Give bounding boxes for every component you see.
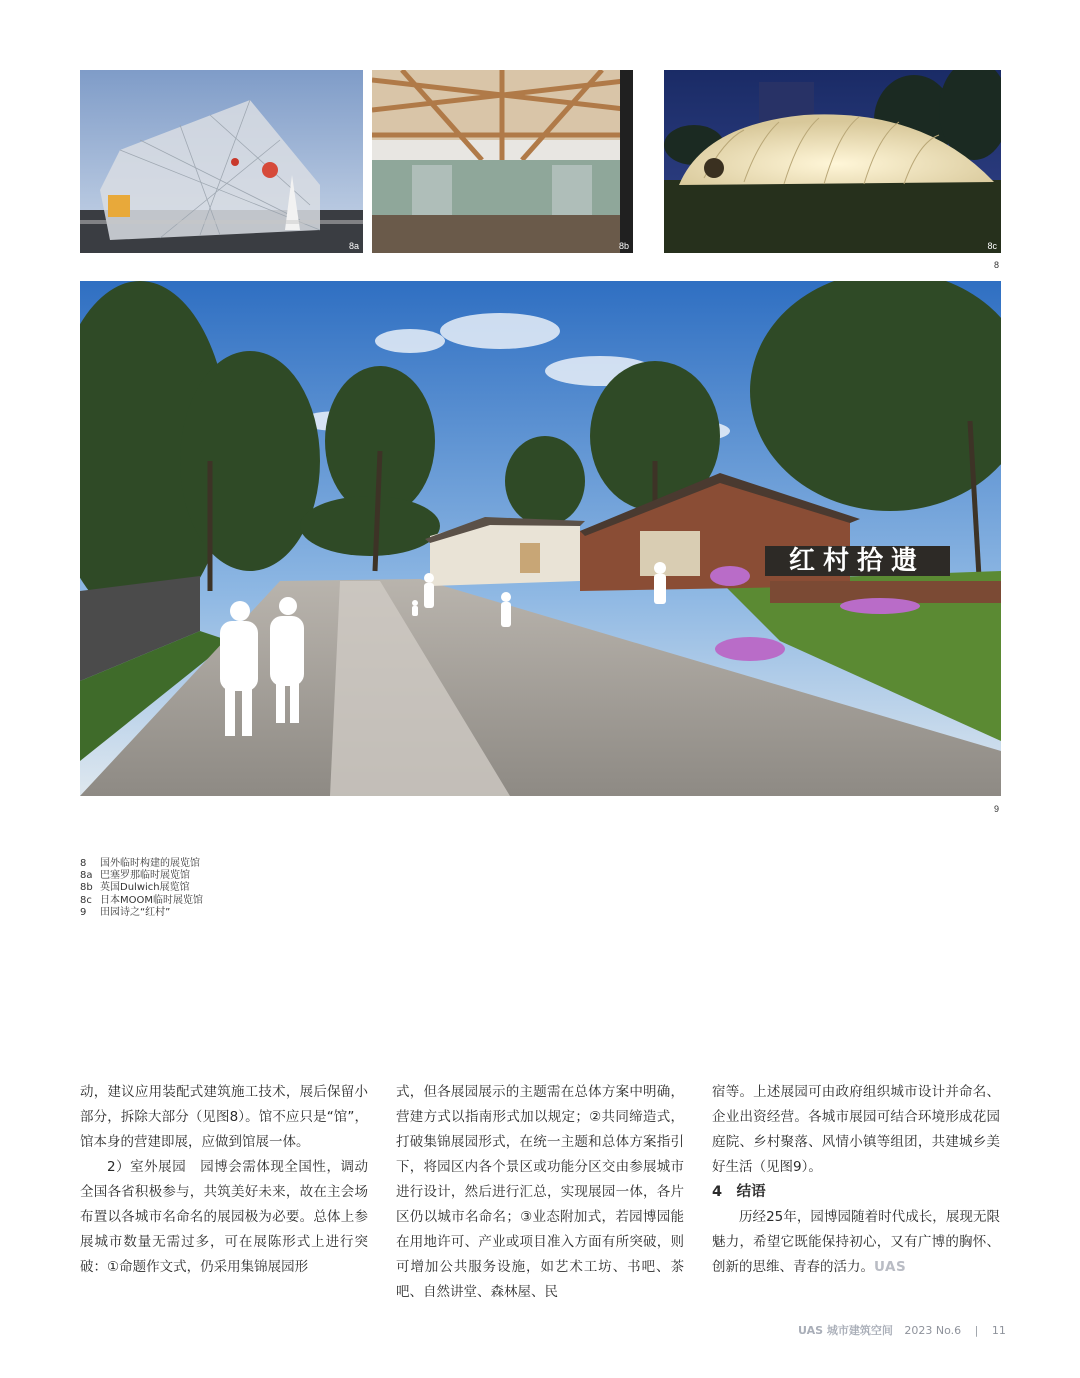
caption-number: 8c — [80, 894, 92, 906]
figure-8c-photo — [664, 70, 1001, 253]
text-column-3 — [712, 1080, 1000, 1280]
caption-row — [80, 895, 380, 907]
text-column-2 — [396, 1080, 684, 1305]
caption-row — [80, 858, 380, 870]
paragraph: 式，但各展园展示的主题需在总体方案中明确，营建方式以指南形式加以规定；②共同缔造式，打破集锦展园形式，在统一主题和总体方案指引下，将园区内各个景区或功能分区交由参展城市进行设计，然后进行汇总，实现展园一体，各片区仍以城市名命名；③业态附加式，若园博园能在用地许可、产业或项目准入方面有所突破，则可增加公共服务设施，如艺术工坊、书吧、茶吧、自然讲堂、森林屋、民 — [396, 1084, 684, 1300]
page-footer — [798, 1322, 1006, 1338]
figure-8a-photo — [80, 70, 363, 253]
end-mark-logo: UAS — [874, 1259, 907, 1275]
paragraph: 历经25年，园博园随着时代成长，展现无限魅力，希望它既能保持初心，又有广博的胸怀、创新的思维、青春的活力。 — [712, 1209, 1000, 1275]
figure-9-number: 9 — [994, 804, 1000, 814]
caption-text: 巴塞罗那临时展览馆 — [100, 870, 190, 882]
page-number: 11 — [991, 1324, 1006, 1337]
caption-row — [80, 882, 380, 894]
caption-number: 8b — [80, 882, 93, 894]
figure-8b-photo — [372, 70, 633, 253]
journal-brand: UAS 城市建筑空间 — [798, 1324, 893, 1337]
paragraph: 宿等。上述展园可由政府组织城市设计并命名、企业出资经营。各城市展园可结合环境形成花园庭院、乡村聚落、风情小镇等组团，共建城乡美好生活（见图9）。 — [712, 1084, 1000, 1175]
paragraph: 动，建议应用装配式建筑施工技术，展后保留小部分，拆除大部分（见图8）。馆不应只是“馆”，馆本身的营建即展，应做到馆展一体。 — [80, 1084, 368, 1150]
caption-text: 国外临时构建的展览馆 — [100, 858, 200, 869]
paragraph-with-end-mark — [712, 1205, 1000, 1280]
figure-captions — [80, 858, 380, 919]
red-village-sign-text: 红村拾遗 — [788, 546, 926, 576]
footer-separator: | — [974, 1324, 979, 1337]
figure-tag: 8b — [618, 241, 629, 251]
figure-tag: 8c — [987, 241, 997, 251]
caption-text: 日本MOOM临时展览馆 — [100, 894, 203, 906]
figure-9-rendering — [80, 281, 1001, 796]
caption-number: 8 — [80, 858, 87, 869]
caption-row — [80, 907, 380, 919]
caption-number: 8a — [80, 870, 93, 882]
issue-label: 2023 No.6 — [904, 1324, 962, 1337]
caption-text: 英国Dulwich展览馆 — [100, 882, 190, 894]
red-village-sign — [789, 546, 925, 576]
caption-number: 9 — [80, 906, 87, 918]
section-heading: 4 结语 — [712, 1184, 766, 1200]
paragraph: 2）室外展园 园博会需体现全国性，调动全国各省积极参与，共筑美好未来，故在主会场布置以各城市名命名的展园极为必要。总体上参展城市数量无需过多，可在展陈形式上进行突破：①命题作文式，仍采用集锦展园形 — [80, 1159, 368, 1275]
figure-8-number: 8 — [994, 260, 1000, 270]
caption-row — [80, 870, 380, 882]
text-column-1 — [80, 1080, 368, 1280]
caption-text: 田园诗之“红村” — [100, 906, 171, 918]
figure-tag: 8a — [348, 241, 359, 251]
